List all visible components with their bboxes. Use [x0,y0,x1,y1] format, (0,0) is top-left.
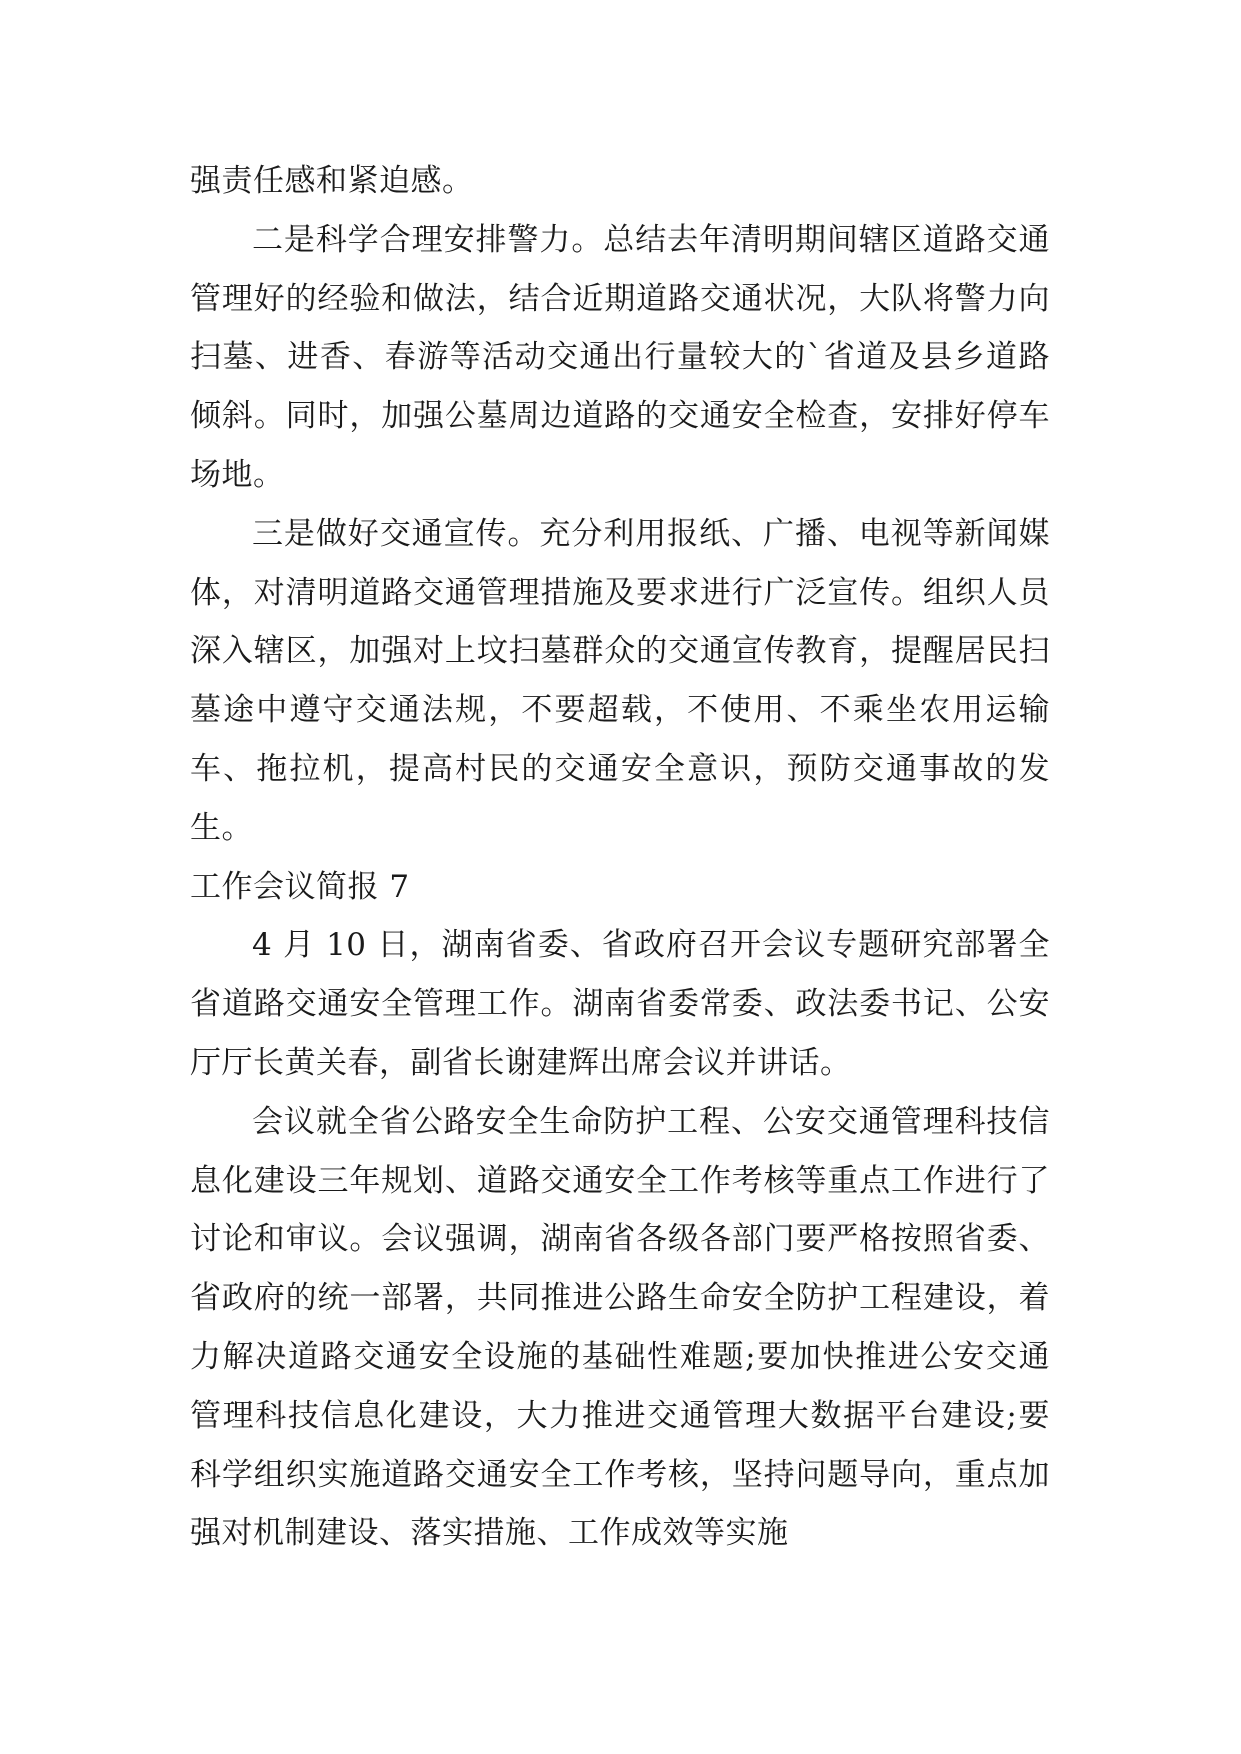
paragraph-meeting-intro: 4 月 10 日，湖南省委、省政府召开会议专题研究部署全省道路交通安全管理工作。湖南省委常委、政法委书记、公安厅厅长黄关春，副省长谢建辉出席会议并讲话。 [190,927,1050,1081]
paragraph-traffic-publicity: 三是做好交通宣传。充分利用报纸、广播、电视等新闻媒体，对清明道路交通管理措施及要求进行广泛宣传。组织人员深入辖区，加强对上坟扫墓群众的交通宣传教育，提醒居民扫墓途中遵守交通法规，不要超载，不使用、不乘坐农用运输车、拖拉机，提高村民的交通安全意识，预防交通事故的发生。 [190,515,1050,846]
document-body [190,152,1050,1563]
paragraph-meeting-details: 会议就全省公路安全生命防护工程、公安交通管理科技信息化建设三年规划、道路交通安全工作考核等重点工作进行了讨论和审议。会议强调，湖南省各级各部门要严格按照省委、省政府的统一部署，共同推进公路生命安全防护工程建设，着力解决道路交通安全设施的基础性难题;要加快推进公安交通管理科技信息化建设，大力推进交通管理大数据平台建设;要科学组织实施道路交通安全工作考核，坚持问题导向，重点加强对机制建设、落实措施、工作成效等实施 [190,1103,1050,1552]
paragraph-police-deployment: 二是科学合理安排警力。总结去年清明期间辖区道路交通管理好的经验和做法，结合近期道路交通状况，大队将警力向扫墓、进香、春游等活动交通出行量较大的`省道及县乡道路倾斜。同时，加强公墓周边道路的交通安全检查，安排好停车场地。 [190,221,1050,493]
section-heading: 工作会议简报 7 [190,868,410,905]
paragraph-continuation: 强责任感和紧迫感。 [190,163,474,199]
